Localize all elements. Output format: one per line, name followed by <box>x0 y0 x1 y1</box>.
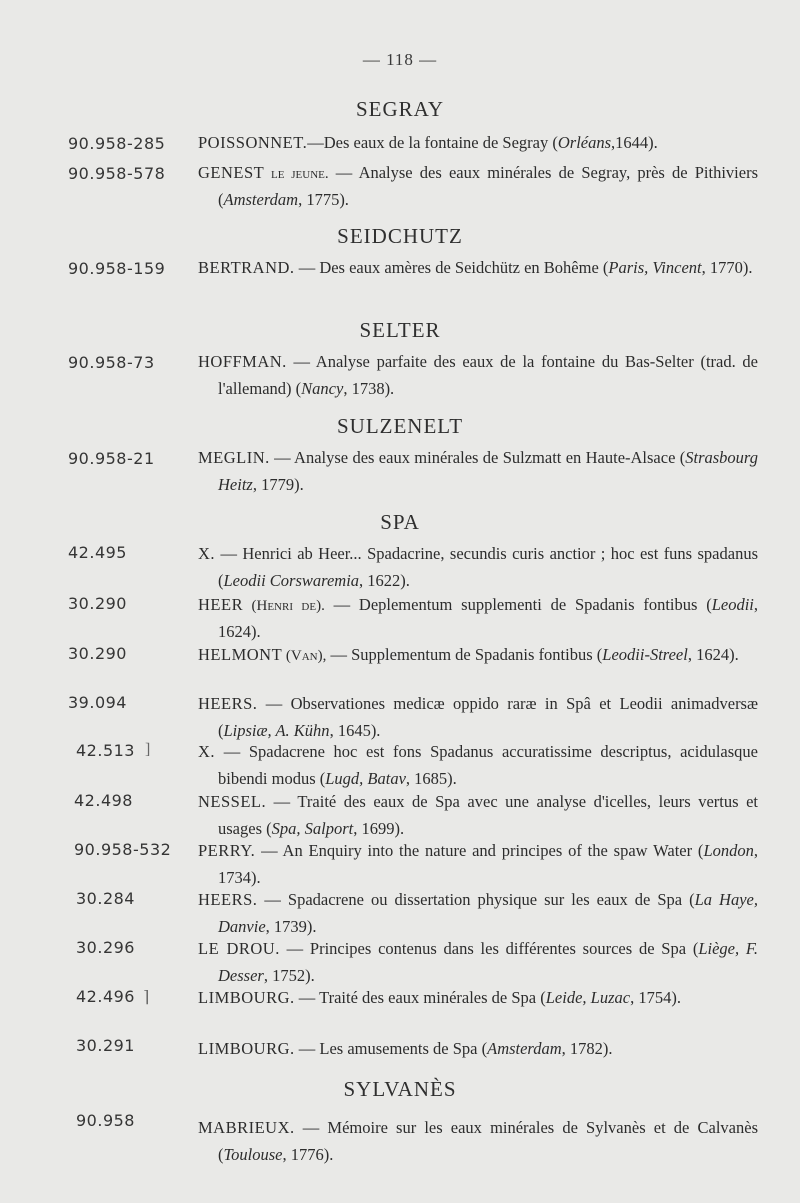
entry-title: — Henrici ab Heer... Spadacrine, secundis curis anctior ; hoc est funs spadanus ( <box>215 544 758 590</box>
entry-text <box>198 642 758 669</box>
entry-place: Leodii Corswaremia <box>223 571 360 590</box>
entry-author: HOFFMAN. <box>198 352 287 371</box>
call-number: 30.290 <box>68 644 127 663</box>
entry-text <box>198 838 758 890</box>
entry-author-suffix: (Van), <box>282 648 327 664</box>
entry-date: , 1754). <box>630 988 681 1007</box>
entry-date: , 1734). <box>218 841 758 887</box>
call-number: 42.498 <box>74 791 133 810</box>
entry-date: , 1776). <box>282 1145 334 1164</box>
entry-text <box>198 985 758 1012</box>
entry-title: — Supplementum de Spadanis fontibus ( <box>326 645 603 664</box>
section-heading-spa: SPA <box>380 510 420 534</box>
call-number: 90.958-21 <box>68 449 155 468</box>
entry-author: PERRY. <box>198 841 256 860</box>
entry-title: — Deplementum supplementi de Spadanis fontibus ( <box>324 595 712 614</box>
section-heading-seidchutz: SEIDCHUTZ <box>337 224 463 248</box>
entry-place: Lugd, Batav <box>325 769 406 788</box>
entry-place: Amsterdam <box>223 190 299 209</box>
entry-author: BERTRAND. <box>198 258 295 277</box>
call-number: 30.290 <box>68 594 127 613</box>
call-number: 90.958-73 <box>68 353 155 372</box>
entry-title: — Spadacrene hoc est fons Spadanus accuratissime descriptus, acidulasque bibendi modus ( <box>215 742 758 788</box>
call-number: 42.513 <box>76 741 135 760</box>
call-number: 30.296 <box>76 938 135 957</box>
call-number: 90.958-285 <box>68 134 166 153</box>
entry-text <box>198 936 758 988</box>
entry-title: — Traité des eaux de Spa avec une analyse d'icelles, leurs vertus et usages ( <box>218 792 758 838</box>
entry-title: — Traité des eaux minérales de Spa ( <box>294 988 546 1007</box>
entry-author: POISSONNET. <box>198 133 308 152</box>
section-heading-sylvanes: SYLVANÈS <box>343 1077 457 1101</box>
entry-place: Nancy <box>301 379 344 398</box>
entry-date: , 1685). <box>405 769 457 788</box>
bracket-mark-icon: ] <box>145 741 151 758</box>
entry-date: , 1624). <box>687 645 739 664</box>
entry-date: , 1782). <box>561 1039 613 1058</box>
entry-date: , 1622). <box>359 571 410 590</box>
call-number: 30.284 <box>76 889 135 908</box>
entry-place: Orléans <box>557 133 612 152</box>
entry-date: , 1775). <box>298 190 349 209</box>
entry-author: X. <box>198 742 216 761</box>
entry-title: — Analyse parfaite des eaux de la fontaine du Bas-Selter (trad. de l'allemand) ( <box>218 352 758 398</box>
entry-author: HELMONT <box>198 645 283 664</box>
call-number: 90.958 <box>76 1111 135 1130</box>
bracket-mark-icon: ⌉ <box>143 989 150 1006</box>
entry-text <box>198 691 758 743</box>
entry-place: Paris, Vincent <box>608 258 702 277</box>
entry-date: ,1644). <box>611 133 658 152</box>
page-number: — 118 — <box>362 50 438 69</box>
entry-title: — Spadacrene ou dissertation physique sur les eaux de Spa ( <box>257 890 695 909</box>
entry-author-suffix: (Henri de). <box>243 598 325 614</box>
entry-author: LIMBOURG. <box>198 988 295 1007</box>
entry-place: Spa, Salport <box>271 819 354 838</box>
entry-author: LE DROU. <box>198 939 280 958</box>
call-number: 90.958-532 <box>74 840 172 859</box>
entry-author-suffix: le jeune. <box>264 166 329 182</box>
entry-title: — Mémoire sur les eaux minérales de Sylvanès et de Calvanès ( <box>218 1118 758 1164</box>
entry-place: Amsterdam <box>487 1039 562 1058</box>
entry-title: — Les amusements de Spa ( <box>294 1039 488 1058</box>
section-heading-selter: SELTER <box>359 318 441 342</box>
call-number: 42.495 <box>68 543 127 562</box>
call-number: 42.496 <box>76 987 135 1006</box>
entry-title: — An Enquiry into the nature and principes of the spaw Water ( <box>255 841 704 860</box>
entry-title: —Des eaux de la fontaine de Segray ( <box>307 133 558 152</box>
entry-place: London <box>703 841 754 860</box>
entry-place: La Haye, Danvie <box>218 890 758 936</box>
entry-place: Leodii-Streel <box>602 645 688 664</box>
entry-author: HEERS. <box>198 890 258 909</box>
entry-title: — Analyse des eaux minérales de Sulzmatt en Haute-Alsace ( <box>269 448 686 467</box>
entry-place: Leodii <box>711 595 754 614</box>
entry-text <box>198 592 758 644</box>
entry-author: MEGLIN. <box>198 448 270 467</box>
entry-text <box>198 445 758 497</box>
entry-date: , 1699). <box>353 819 405 838</box>
call-number: 90.958-159 <box>68 259 166 278</box>
entry-text <box>198 349 758 401</box>
entry-date: , 1779). <box>252 475 304 494</box>
call-number: 90.958-578 <box>68 164 166 183</box>
entry-date: , 1624). <box>218 595 759 641</box>
entry-author: GENEST <box>198 163 265 182</box>
entry-author: LIMBOURG. <box>198 1039 295 1058</box>
entry-date: , 1739). <box>265 917 317 936</box>
entry-date: , 1738). <box>343 379 395 398</box>
entry-title: — Observationes medicæ oppido raræ in Spâ et Leodii animadversæ ( <box>218 694 758 740</box>
entry-place: Liège, F. Desser <box>218 939 758 985</box>
section-heading-segray: SEGRAY <box>355 97 445 121</box>
call-number: 39.094 <box>68 693 127 712</box>
entry-place: Strasbourg Heitz <box>218 448 758 494</box>
entry-text <box>198 739 758 791</box>
section-heading-sulzenelt: SULZENELT <box>336 414 464 438</box>
entry-place: Leide, Luzac <box>545 988 631 1007</box>
entry-date: , 1645). <box>329 721 381 740</box>
entry-author: HEER <box>198 595 244 614</box>
entry-text <box>198 789 758 841</box>
entry-author: X. <box>198 544 216 563</box>
entry-date: , 1770). <box>701 258 753 277</box>
entry-text <box>198 130 758 157</box>
entry-author: MABRIEUX. <box>198 1118 295 1137</box>
entry-title: — Analyse des eaux minérales de Segray, près de Pithiviers ( <box>218 163 759 209</box>
entry-place: Lipsiæ, A. Kühn <box>223 721 330 740</box>
entry-text <box>198 541 758 593</box>
entry-author: NESSEL. <box>198 792 267 811</box>
entry-title: — Des eaux amères de Seidchütz en Bohême ( <box>294 258 609 277</box>
entry-place: Toulouse <box>223 1145 283 1164</box>
entry-title: — Principes contenus dans les différentes sources de Spa ( <box>279 939 699 958</box>
entry-text <box>198 1036 758 1063</box>
entry-text <box>198 887 758 939</box>
entry-date: , 1752). <box>263 966 315 985</box>
entry-text <box>198 255 758 282</box>
entry-author: HEERS. <box>198 694 258 713</box>
entry-text <box>198 1115 758 1167</box>
entry-text <box>198 160 758 212</box>
call-number: 30.291 <box>76 1036 135 1055</box>
